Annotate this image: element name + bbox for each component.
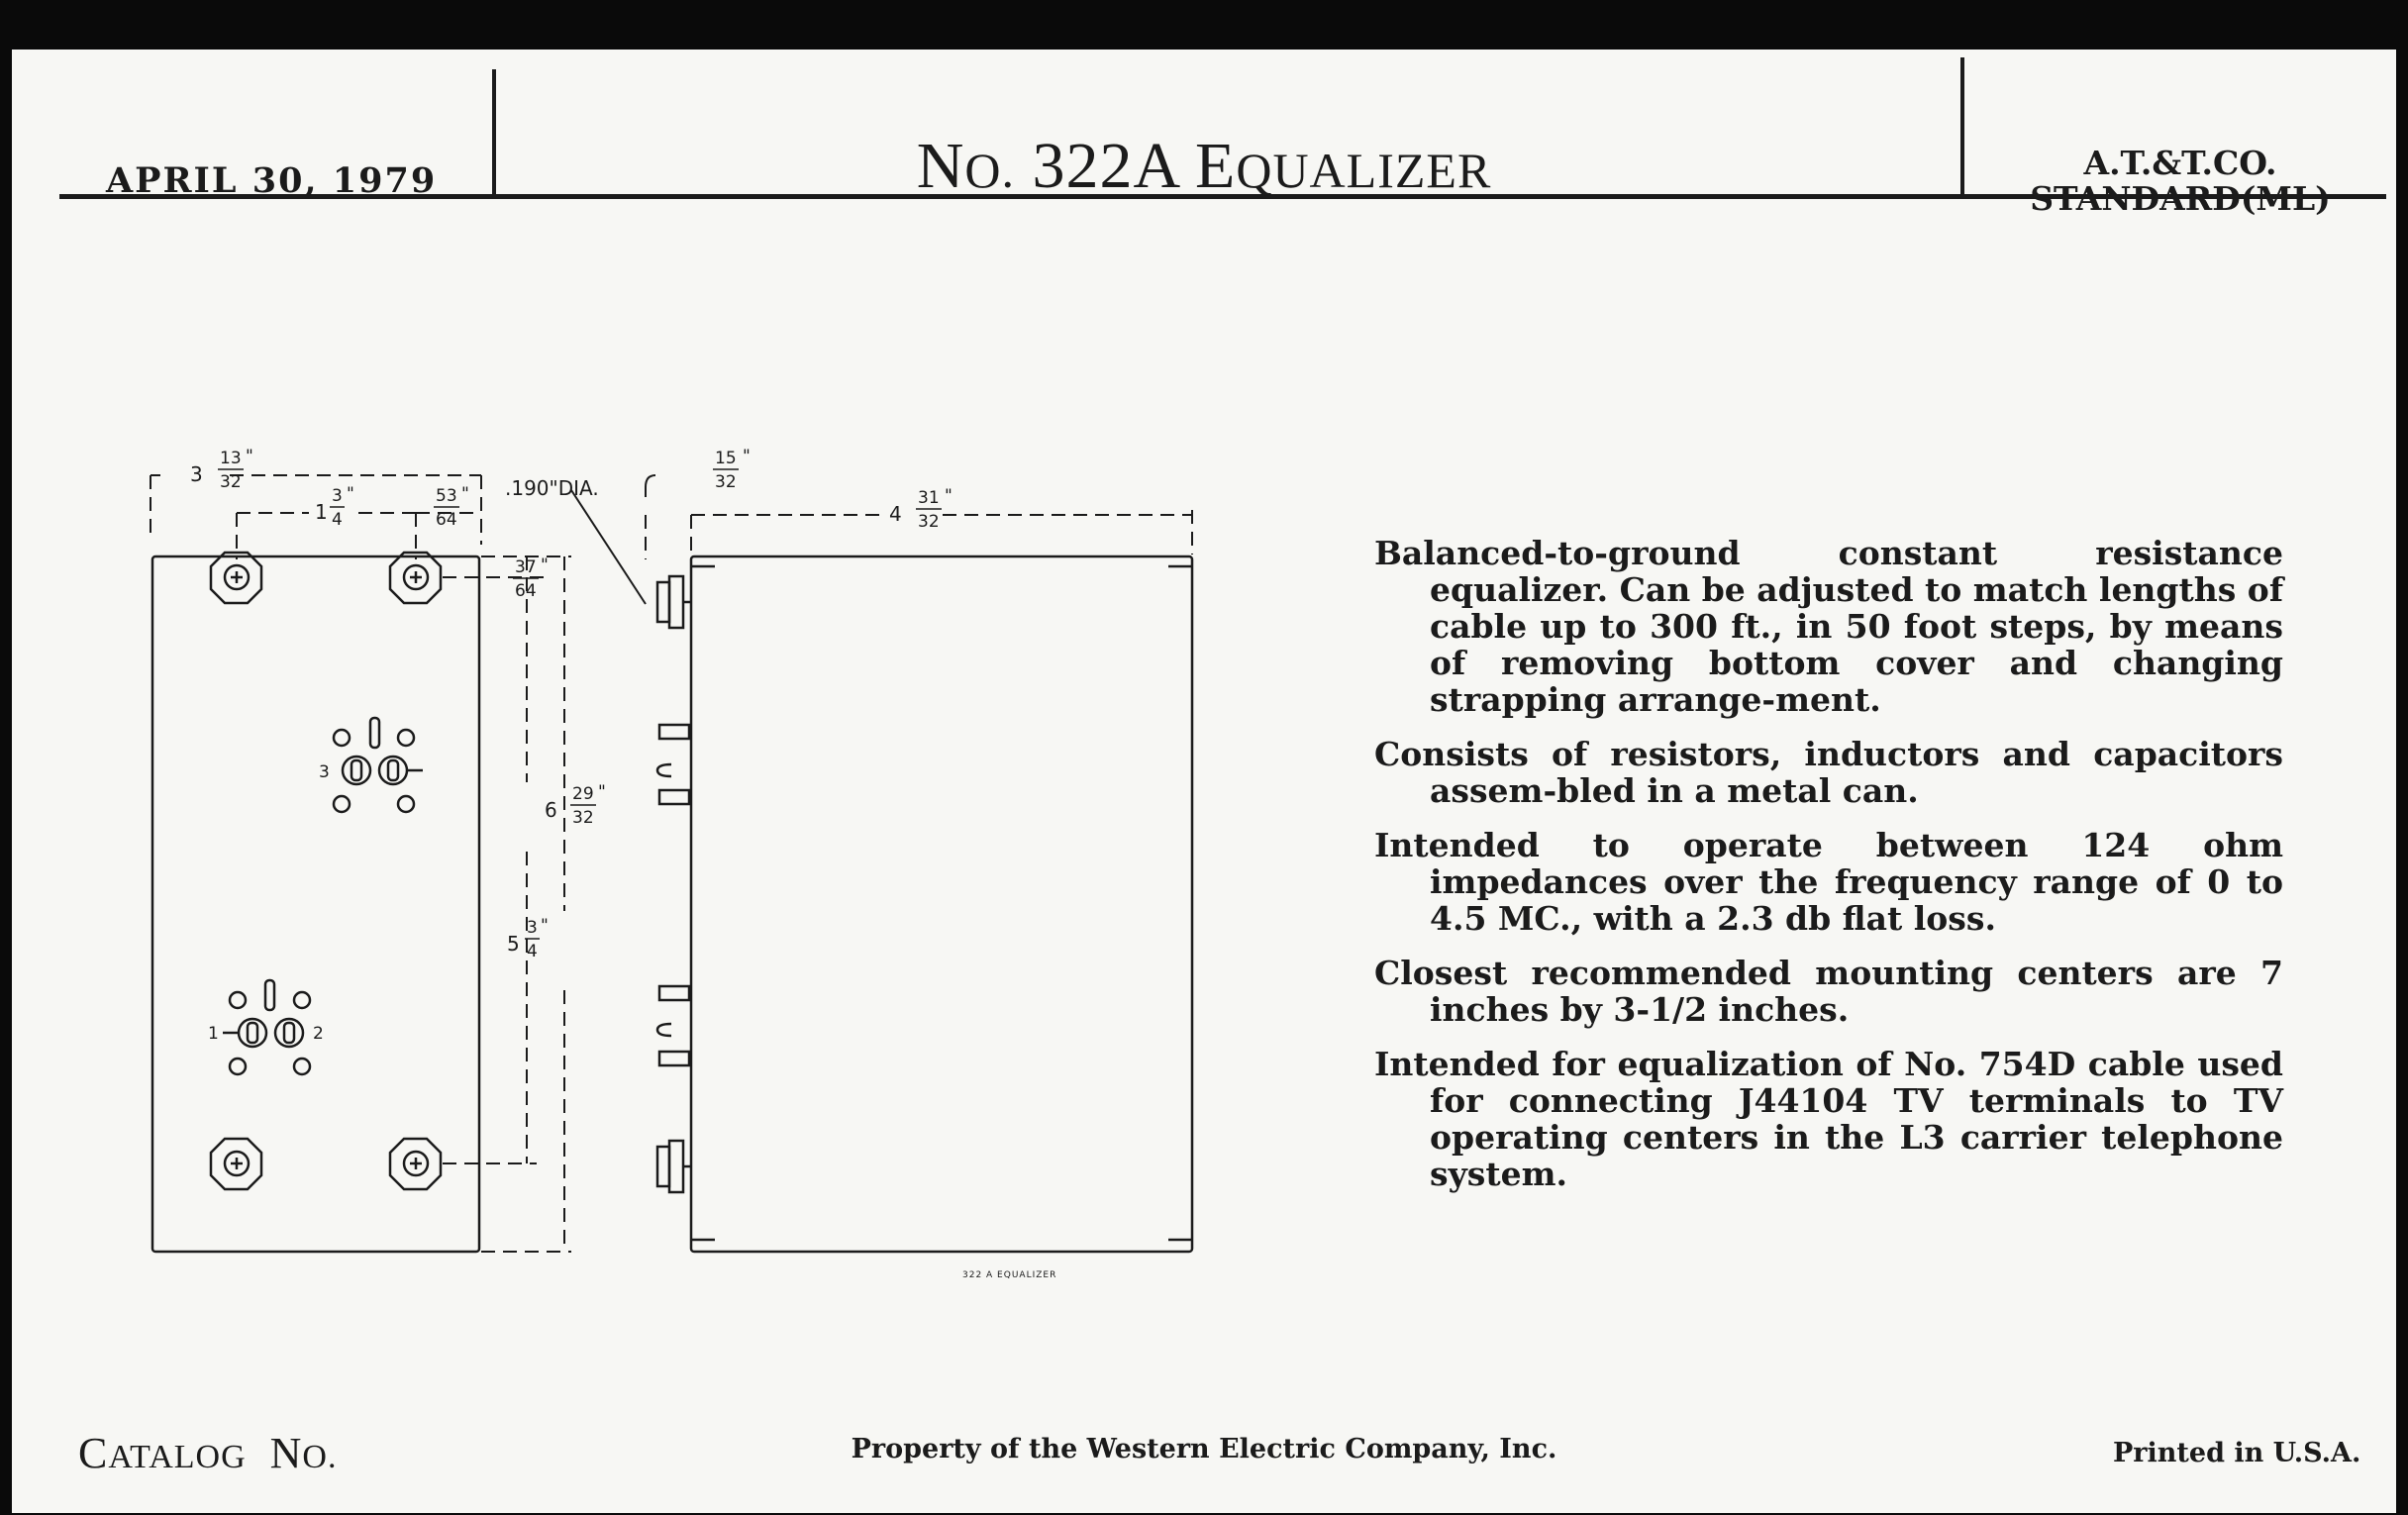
dim-terminal: [713, 447, 751, 492]
dim-overall-width: [190, 447, 253, 492]
svg-text:": ": [541, 916, 549, 936]
mount-nut-bottom-left: [211, 1139, 261, 1189]
svg-text:1: 1: [315, 500, 328, 524]
side-stud-top: [657, 576, 691, 628]
svg-text:3: 3: [332, 486, 343, 506]
dim-hole-diameter: .190"DIA.: [505, 476, 599, 500]
mount-nut-top-left: [211, 553, 261, 603]
dim-mount-spacing: [507, 916, 549, 961]
description-paragraph: Intended for equalization of No. 754D cable used for connecting J44104 TV terminals to TV operating centers in the L3 carrier telephone system.: [1374, 1045, 2283, 1193]
svg-text:37: 37: [515, 557, 537, 577]
page-title: NO. 322A EQUALIZER: [916, 130, 1492, 202]
equalizer-drawing: [131, 436, 1220, 1307]
svg-text:31: 31: [918, 488, 940, 508]
side-stud-bottom: [657, 1141, 691, 1192]
svg-text:53: 53: [436, 486, 457, 506]
catalog-number-label: CATALOG NO.: [78, 1429, 338, 1477]
side-connector-lower: [657, 986, 689, 1065]
drawing-caption: 322 A EQUALIZER: [962, 1270, 1057, 1280]
dim-edge-offset: [434, 484, 469, 530]
dim-hole-spacing: [315, 484, 354, 530]
property-notice: Property of the Western Electric Company, Inc.: [851, 1434, 1557, 1464]
catalog-card: [12, 50, 2396, 1513]
svg-text:29: 29: [572, 784, 594, 804]
svg-text:6: 6: [545, 798, 557, 822]
svg-text:3: 3: [527, 918, 538, 938]
socket-lower: [223, 980, 310, 1074]
svg-text:64: 64: [436, 510, 457, 530]
svg-text:32: 32: [572, 808, 594, 828]
svg-text:32: 32: [220, 472, 242, 492]
side-view-outline: [691, 556, 1192, 1252]
description-paragraph: Consists of resistors, inductors and capacitors assem-bled in a metal can.: [1374, 735, 2283, 810]
dim-depth: [889, 486, 953, 532]
printed-in: Printed in U.S.A.: [2113, 1438, 2361, 1468]
svg-text:32: 32: [715, 472, 737, 492]
mount-nut-bottom-right: [390, 1139, 441, 1189]
description-paragraph: Closest recommended mounting centers are 7 inches by 3-1/2 inches.: [1374, 954, 2283, 1029]
front-panel-outline: [152, 556, 479, 1252]
socket-upper-label: 3: [319, 762, 330, 782]
svg-text:32: 32: [918, 512, 940, 532]
svg-text:": ": [246, 447, 253, 466]
socket-lower-label-left: 1: [208, 1024, 219, 1044]
svg-text:4: 4: [332, 510, 343, 530]
standard-mark: A.T.&T.CO. STANDARD(ML): [2030, 144, 2331, 218]
svg-text:": ": [598, 782, 606, 802]
socket-lower-label-right: 2: [313, 1024, 324, 1044]
description: [1374, 535, 2283, 1210]
description-paragraph: Intended to operate between 124 ohm impedances over the frequency range of 0 to 4.5 MC., with a 2.3 db flat loss.: [1374, 826, 2283, 938]
svg-text:3: 3: [190, 462, 203, 486]
svg-text:5: 5: [507, 932, 520, 956]
socket-upper: [334, 718, 423, 812]
svg-text:13: 13: [220, 449, 242, 468]
svg-text:4: 4: [527, 942, 538, 961]
description-paragraph: Balanced-to-ground constant resistance equalizer. Can be adjusted to match lengths of cable up to 300 ft., in 50 foot steps, by means of removing bottom cover and changing strapping arrange-ment.: [1374, 534, 2284, 719]
svg-text:": ": [945, 486, 953, 506]
svg-text:15: 15: [715, 449, 737, 468]
svg-text:": ": [743, 447, 751, 466]
svg-text:": ": [347, 484, 354, 504]
issue-date: APRIL 30, 1979: [106, 160, 438, 201]
dim-height: [545, 782, 606, 828]
svg-text:64: 64: [515, 581, 537, 601]
svg-text:": ": [461, 484, 469, 504]
svg-text:4: 4: [889, 502, 902, 526]
side-connector-upper: [657, 725, 689, 804]
svg-text:": ": [541, 556, 549, 575]
mount-nut-top-right: [390, 553, 441, 603]
